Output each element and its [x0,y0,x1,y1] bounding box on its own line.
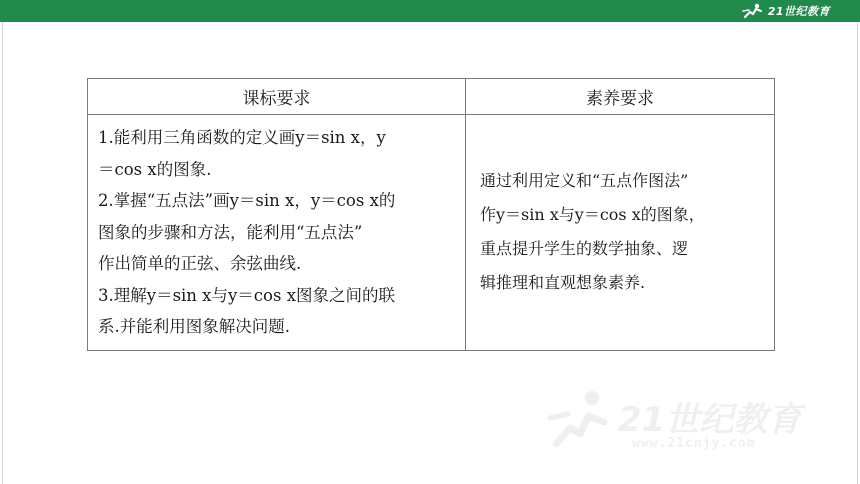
text-line: 作y＝sin x与y＝cos x的图象， [480,205,705,225]
runner-icon [742,3,764,19]
brand-logo-text: 21世纪教育 [767,5,830,18]
text-line: 1.能利用三角函数的定义画y＝sin x，y [98,128,386,147]
header-competency-requirements: 素养要求 [466,79,775,115]
runner-icon [548,388,612,452]
watermark-logo [548,384,848,464]
watermark-url: www.21cnjy.com [632,436,756,451]
right-border-line [857,22,858,484]
text-line: ＝cos x的图象. [98,159,212,179]
header-curriculum-requirements: 课标要求 [88,79,466,115]
competency-requirements-cell [466,115,775,351]
text-line: 图象的步骤和方法，能利用“五点法” [98,222,363,242]
curriculum-requirements-cell [88,115,466,351]
text-line: 作出简单的正弦、余弦曲线. [98,254,302,273]
header-bar [0,0,860,22]
text-line: 2.掌握“五点法”画y＝sin x，y＝cos x的 [98,191,396,210]
text-line: 3.理解y＝sin x与y＝cos x图象之间的联 [98,285,395,305]
table-header-row [88,79,775,115]
left-border-line [2,22,3,484]
text-line: 重点提升学生的数学抽象、逻 [480,239,689,259]
text-line: 系.并能利用图象解决问题. [98,317,290,336]
watermark-text: 21世纪教育 [618,400,802,440]
text-line: 通过利用定义和“五点作图法” [480,171,689,191]
brand-logo [742,3,830,19]
text-line: 辑推理和直观想象素养. [480,273,646,293]
table-row [88,115,775,351]
requirements-table [87,78,775,351]
